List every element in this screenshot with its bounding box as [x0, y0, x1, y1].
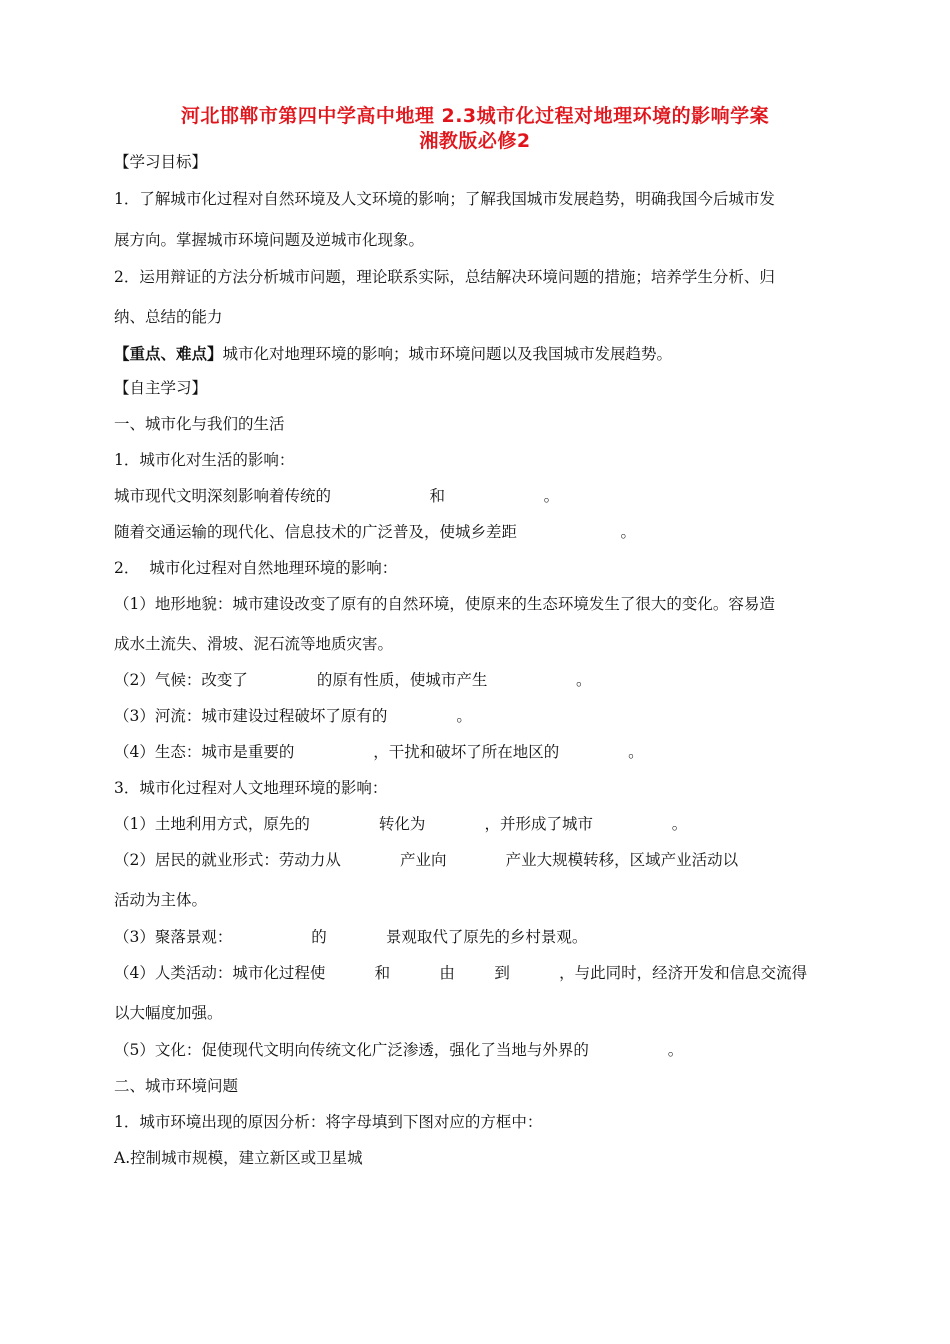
document-title-line-2: 湘教版必修2 — [419, 130, 531, 152]
paragraph-line: 1．城市环境出现的原因分析：将字母填到下图对应的方框中： — [114, 1113, 543, 1131]
fill-blank-line: （3）聚落景观： 的 景观取代了原先的乡村景观。 — [114, 928, 588, 946]
fill-blank-line: （4）生态：城市是重要的 ，干扰和破坏了所在地区的 。 — [114, 743, 644, 761]
fill-blank-line: （3）河流：城市建设过程破坏了原有的 。 — [114, 707, 472, 725]
paragraph-line: 3．城市化过程对人文地理环境的影响： — [114, 779, 388, 797]
paragraph-line: 2．运用辩证的方法分析城市问题，理论联系实际，总结解决环境问题的措施；培养学生分析、归 — [114, 268, 775, 286]
fill-blank-line: （1）土地利用方式，原先的 转化为 ，并形成了城市 。 — [114, 815, 688, 833]
paragraph-line: （1）地形地貌：城市建设改变了原有的自然环境，使原来的生态环境发生了很大的变化。容易造 — [114, 595, 775, 613]
document-title-line-1: 河北邯郸市第四中学高中地理 2.3城市化过程对地理环境的影响学案 — [180, 105, 770, 127]
fill-blank-line: 随着交通运输的现代化、信息技术的广泛普及，使城乡差距 。 — [114, 523, 636, 541]
fill-blank-line: 城市现代文明深刻影响着传统的 和 。 — [114, 487, 560, 505]
option-line: A.控制城市规模，建立新区或卫星城 — [114, 1149, 363, 1167]
paragraph-line: 以大幅度加强。 — [114, 1004, 223, 1022]
paragraph-line: 纳、总结的能力 — [114, 308, 223, 326]
paragraph-line: 1．城市化对生活的影响： — [114, 451, 295, 469]
fill-blank-line: （2）居民的就业形式：劳动力从 产业向 产业大规模转移，区域产业活动以 — [114, 851, 739, 869]
key-points-text: 城市化对地理环境的影响；城市环境问题以及我国城市发展趋势。 — [222, 345, 673, 363]
paragraph-line: 2． 城市化过程对自然地理环境的影响： — [114, 559, 398, 577]
paragraph-line: 1．了解城市化过程对自然环境及人文环境的影响；了解我国城市发展趋势，明确我国今后城市发 — [114, 190, 775, 208]
paragraph-line: 展方向。掌握城市环境问题及逆城市化现象。 — [114, 231, 425, 249]
key-points-line — [114, 344, 672, 364]
section-heading-objectives: 【学习目标】 — [114, 153, 208, 171]
section-heading-one: 一、城市化与我们的生活 — [114, 415, 285, 433]
section-heading-self-study: 【自主学习】 — [114, 379, 208, 397]
paragraph-line: 活动为主体。 — [114, 891, 208, 909]
section-heading-two: 二、城市环境问题 — [114, 1077, 239, 1095]
paragraph-line: 成水土流失、滑坡、泥石流等地质灾害。 — [114, 635, 394, 653]
fill-blank-line: （4）人类活动：城市化过程使 和 由 到 ，与此同时，经济开发和信息交流得 — [114, 964, 808, 982]
fill-blank-line: （5）文化：促使现代文明向传统文化广泛渗透，强化了当地与外界的 。 — [114, 1041, 684, 1059]
key-points-label: 【重点、难点】 — [114, 344, 223, 363]
fill-blank-line: （2）气候：改变了 的原有性质，使城市产生 。 — [114, 671, 592, 689]
